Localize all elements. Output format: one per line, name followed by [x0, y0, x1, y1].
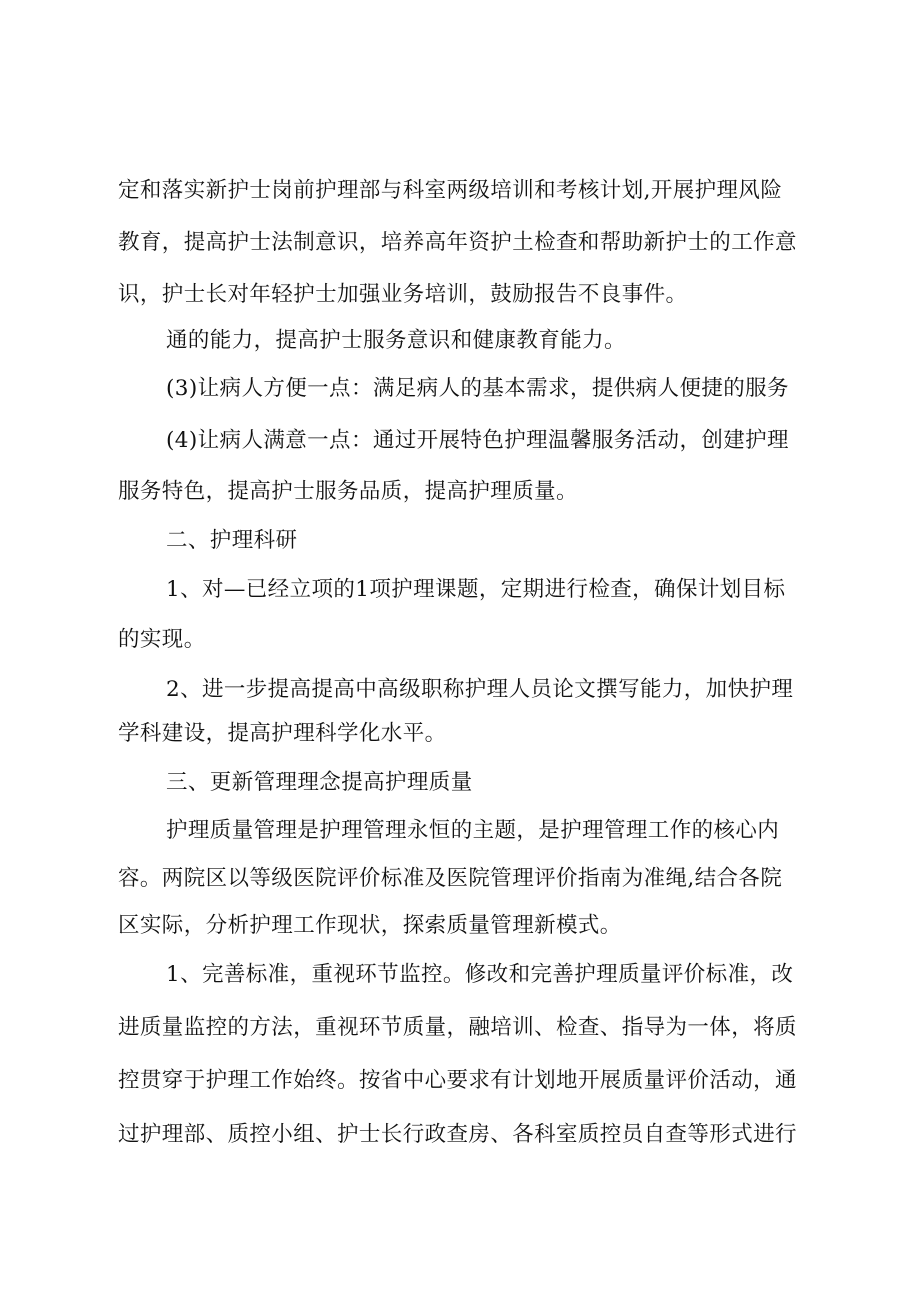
text-line-10: 的实现。 [118, 627, 206, 652]
text-line-20: 过护理部、质控小组、护士长行政查房、各科室质控员自查等形式进行 [118, 1122, 797, 1147]
text-line-6: (4)让病人满意一点：通过开展特色护理温馨服务活动，创建护理 [166, 428, 789, 453]
text-line-3: 识，护士长对年轻护士加强业务培训，鼓励报告不良事件。 [118, 282, 688, 307]
text-line-14: 护理质量管理是护理管理永恒的主题，是护理管理工作的核心内 [166, 818, 780, 843]
section-heading-research: 二、护理科研 [166, 528, 298, 553]
text-line-15: 容。两院区以等级医院评价标准及医院管理评价指南为准绳,结合各院 [118, 866, 783, 891]
text-line-9: 1、对—已经立项的1项护理课题，定期进行检查，确保计划目标 [166, 577, 786, 602]
text-line-16: 区实际，分析护理工作现状，探索质量管理新模式。 [118, 913, 622, 938]
section-heading-quality: 三、更新管理理念提高护理质量 [166, 770, 473, 795]
text-line-1: 定和落实新护士岗前护理部与科室两级培训和考核计划,开展护理风险 [118, 178, 783, 203]
text-line-11: 2、进一步提高提高中高级职称护理人员论文撰写能力，加快护理 [166, 677, 794, 702]
text-line-5: (3)让病人方便一点：满足病人的基本需求，提供病人便捷的服务 [166, 376, 789, 401]
text-line-18: 进质量监控的方法，重视环节质量，融培训、检查、指导为一体，将质 [118, 1015, 797, 1040]
text-line-4: 通的能力，提高护士服务意识和健康教育能力。 [166, 328, 626, 353]
text-line-2: 教育，提高护士法制意识，培养高年资护土检查和帮助新护士的工作意 [118, 230, 797, 255]
text-line-7: 服务特色，提高护士服务品质，提高护理质量。 [118, 479, 578, 504]
text-line-12: 学科建设，提高护理科学化水平。 [118, 721, 447, 746]
text-line-19: 控贯穿于护理工作始终。按省中心要求有计划地开展质量评价活动，通 [118, 1068, 797, 1093]
text-line-17: 1、完善标准，重视环节监控。修改和完善护理质量评价标准，改 [166, 962, 794, 987]
